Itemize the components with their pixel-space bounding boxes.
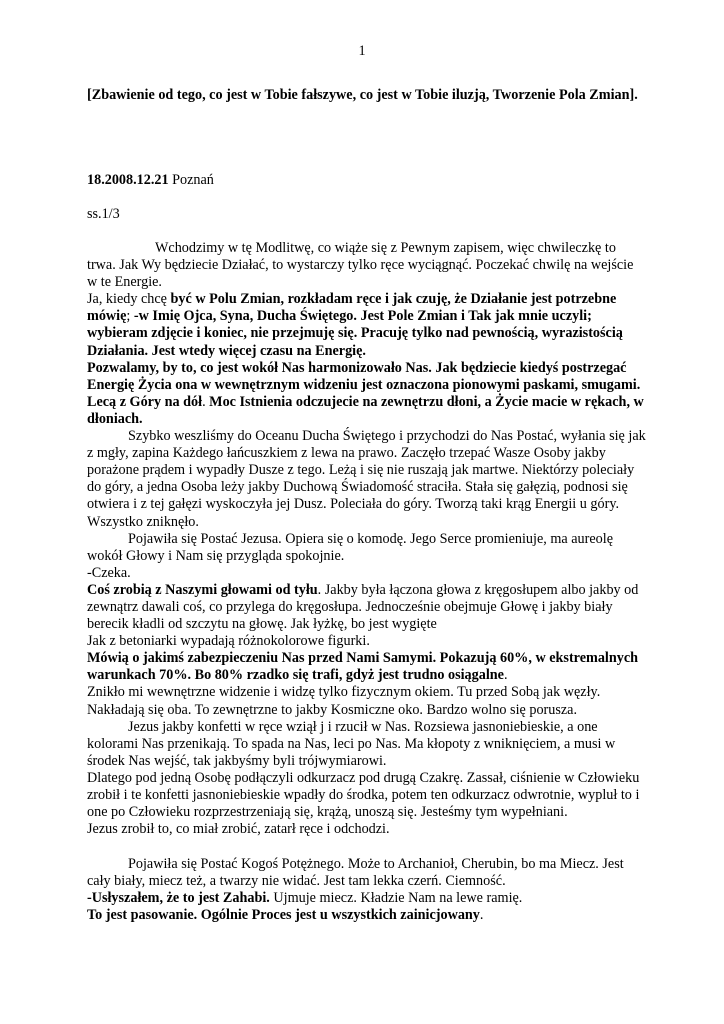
paragraph-15 bbox=[87, 890, 647, 907]
title-text: [Zbawienie od tego, co jest w Tobie fałszywe, co jest w Tobie iluzją, Tworzenie Pola Zmian]. bbox=[87, 87, 638, 103]
p2-bold-b: być w Polu Zmian, rozkładam ręce i jak czuję, że Działanie jest potrzebne mówię bbox=[87, 291, 617, 325]
paragraph-14 bbox=[87, 856, 647, 890]
p15-bold-a: -Usłyszałem, że to jest Zahabi. bbox=[87, 890, 270, 907]
paragraph-9 bbox=[87, 650, 647, 684]
p3-bold-a: Pozwalamy, by to, co jest wokół Nas harmonizowało Nas. Jak będziecie kiedyś postrzegać Energię Życia ona w wewnętrznym widzeniu jest oznaczona pionowymi paskami, smugami. Lecą z Góry na dół bbox=[87, 359, 641, 410]
paragraph-1-text: Wchodzimy w tę Modlitwę, co wiąże się z Pewnym zapisem, więc chwileczkę to trwa. Jak Wy będziecie Działać, to wystarczy tylko ręce wyciągnąć. Poczekać chwilę na wejście w te Energie. bbox=[87, 240, 634, 291]
dateline bbox=[87, 172, 647, 189]
paragraph-13: Jezus zrobił to, co miał zrobić, zatarł ręce i odchodzi. bbox=[87, 821, 390, 838]
p16-bold-a: To jest pasowanie. Ogólnie Proces jest u wszystkich zainicjowany bbox=[87, 907, 480, 924]
paragraph-5 bbox=[87, 531, 647, 565]
paragraph-8: Jak z betoniarki wypadają różnokolorowe figurki. bbox=[87, 633, 370, 650]
paragraph-1 bbox=[87, 240, 647, 291]
paragraph-6: -Czeka. bbox=[87, 564, 131, 581]
paragraph-4-text: Szybko weszliśmy do Oceanu Ducha Świętego i przychodzi do Nas Postać, wyłania się jak z mgły, zapina Każdego łańcuszkiem z lewa na prawo. Zaczęło trzepać Wasze Osoby jakby porażone prądem i wypadły Dusze z tego. Leżą i się nie ruszają jak martwe. Niektórzy poleciały do góry, a jedna Osoba leży jakby Duchową Świadomość straciła. Stała się gałęzią, podnosi się otwiera i z tej gałęzi wyskoczyła jej Dusz. Poleciała do góry. Tworzą taki krąg Energii u góry. Wszystko zniknęło. bbox=[87, 428, 646, 530]
paragraph-7 bbox=[87, 582, 647, 633]
paragraph-11-text: Jezus jakby konfetti w ręce wziął j i rzucił w Nas. Rozsiewa jasnoniebieskie, a one kolorami Nas przenikają. To spada na Nas, leci po Nas. Ma kłopoty z wniknięciem, a musi w środek Nas wejść, tak jakbyśmy byli trójwymiarowi. bbox=[87, 718, 616, 769]
paragraph-14-text: Pojawiła się Postać Kogoś Potężnego. Może to Archanioł, Cherubin, bo ma Miecz. Jest cały biały, miecz też, a twarzy nie widać. Jest tam lekka czerń. Ciemność. bbox=[87, 856, 624, 890]
place-text: Poznań bbox=[168, 172, 214, 188]
paragraph-12: Dlatego pod jedną Osobę podłączyli odkurzacz pod drugą Czakrę. Zassał, ciśnienie w Człowieku zrobił i te konfetti jasnoniebieskie wpadły do środka, potem ten odkurzacz odwrotnie, wypluł to i one po Człowieku rozprzestrzeniają się, krążą, unoszą się. Jesteśmy tym wypełniani. bbox=[87, 769, 640, 821]
p3-text-b: . bbox=[202, 393, 210, 410]
p9-text-b: . bbox=[503, 667, 508, 684]
p2-text-c: ; bbox=[126, 308, 134, 325]
p16-text-b: . bbox=[479, 907, 484, 924]
session-label: ss.1/3 bbox=[87, 206, 120, 222]
paragraph-11 bbox=[87, 719, 647, 770]
paragraph-4 bbox=[87, 428, 647, 531]
date-text: 18.2008.12.21 bbox=[87, 172, 169, 188]
paragraph-2 bbox=[87, 291, 647, 359]
paragraph-3 bbox=[87, 360, 647, 428]
body-text bbox=[87, 240, 647, 838]
p15-text-b: Ujmuje miecz. Kładzie Nam na lewe ramię. bbox=[269, 890, 523, 907]
document-title bbox=[87, 87, 647, 104]
p3-bold-c: Moc Istnienia odczujecie na zewnętrzu dłoni, a Życie macie w rękach, w dłoniach. bbox=[87, 393, 644, 427]
paragraph-16 bbox=[87, 907, 647, 924]
p2-bold-d: -w Imię Ojca, Syna, Ducha Świętego. Jest Pole Zmian i Tak jak mnie uczyli; wybieram zdjęcie i koniec, nie przejmuję się. Pracuję tylko nad pewnością, wyrazistością Działania. Jest wtedy więcej czasu na Energię. bbox=[87, 308, 623, 359]
p2-text-a: Ja, kiedy chcę bbox=[87, 291, 171, 308]
page-number: 1 bbox=[358, 43, 366, 59]
paragraph-10: Znikło mi wewnętrzne widzenie i widzę tylko fizycznym okiem. Tu przed Sobą jak węzły. Nakładają się oba. To zewnętrzne to jakby Kosmiczne oko. Bardzo wolno się porusza. bbox=[87, 684, 601, 718]
p9-bold-a: Mówią o jakimś zabezpieczeniu Nas przed Nami Samymi. Pokazują 60%, w ekstremalnych warunkach 70%. Bo 80% rzadko się trafi, gdyż jest trudno osiągalne bbox=[87, 650, 639, 684]
p7-text-b: . Jakby była łączona głowa z kręgosłupem albo jakby od zewnątrz dawali coś, co przylega do kręgosłupa. Jednocześnie obejmuje Głowę i jakby biały berecik kładli od szczytu na głowę. Jak łyżkę, bo jest wygięte bbox=[87, 581, 639, 633]
body-text-continued bbox=[87, 856, 647, 924]
p7-bold-a: Coś zrobią z Naszymi głowami od tyłu bbox=[87, 581, 318, 598]
paragraph-5-text: Pojawiła się Postać Jezusa. Opiera się o komodę. Jego Serce promieniuje, ma aureolę wokół Głowy i Nam się przygląda spokojnie. bbox=[87, 530, 613, 564]
